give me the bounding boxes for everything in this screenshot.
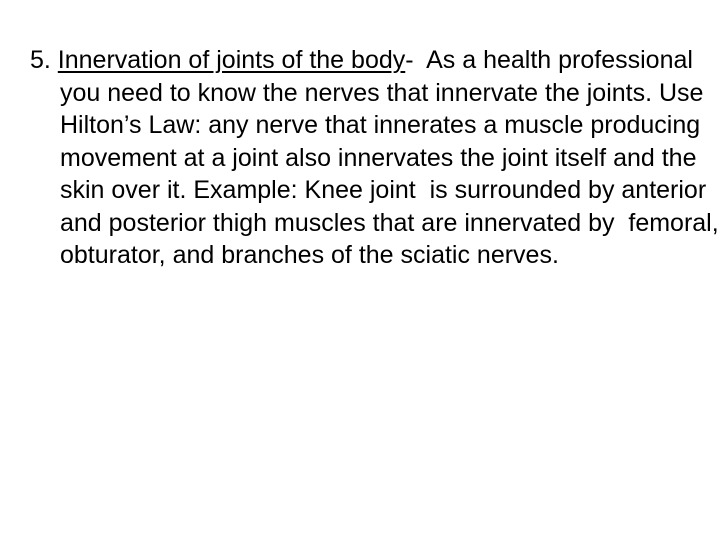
point-body: As a health professional you need to know the nerves that innervate the joints. Use Hilton’s Law: any nerve that innerates a muscle producing movement at a joint also innervates the joint itself and the skin over it. Example: Knee joint is surrounded by anterior and posterior thigh muscles that are innervated by femoral, obturator, and branches of the sciatic nerves. — [60, 46, 719, 269]
point-number: 5. — [30, 46, 58, 74]
bullet-point — [30, 44, 720, 272]
point-dash: - — [405, 46, 427, 74]
point-heading: Innervation of joints of the body — [57, 46, 406, 74]
